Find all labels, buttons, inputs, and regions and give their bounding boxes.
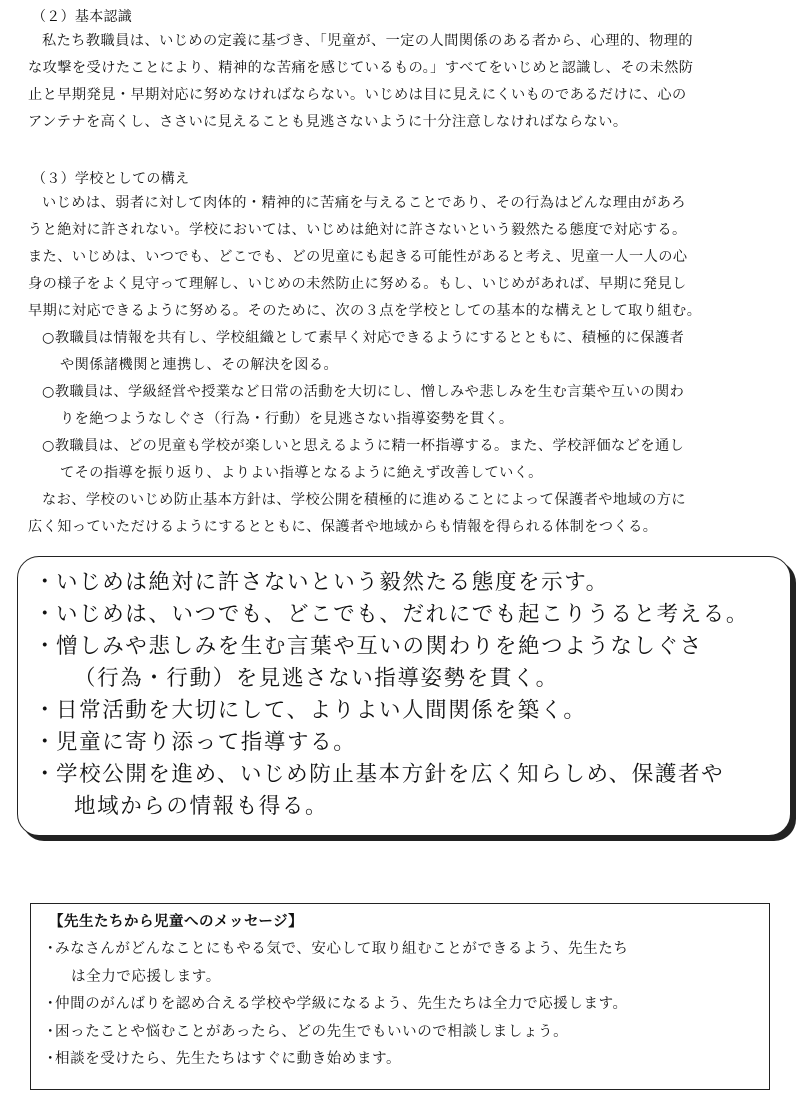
body-line: また、いじめは、いつでも、どこでも、どの児童にも起きる可能性があると考え、児童一人一人の心 (28, 249, 688, 265)
message-text: 困ったことや悩むことがあったら、どの先生でもいいので相談しましょう。 (55, 1023, 569, 1040)
message-box (30, 903, 770, 1090)
section-3-heading: （３）学校としての構え (32, 171, 190, 187)
summary-item (34, 759, 790, 823)
section-3-body (28, 190, 764, 541)
summary-item (34, 567, 790, 599)
bullet-mark: ・ (43, 1023, 59, 1040)
message-item (43, 1046, 769, 1074)
summary-item (34, 599, 790, 631)
body-line: 早期に対応できるように努める。そのために、次の３点を学校としての基本的な構えとして取り組む。 (28, 303, 702, 319)
message-item (43, 936, 769, 991)
body-line: 身の様子をよく見守って理解し、いじめの未然防止に努める。もし、いじめがあれば、早期に発見し (28, 276, 687, 292)
body-line: うと絶対に許されない。学校においては、いじめは絶対に許さないという毅然たる態度で対応する。 (28, 222, 687, 238)
stance-item-1-cont: や関係諸機関と連携し、その解決を図る。 (60, 357, 339, 373)
body-line: 止と早期発見・早期対応に努めなければならない。いじめは目に見えにくいものであるだけに、心の (28, 87, 687, 103)
bullet-mark: ・ (34, 698, 58, 723)
message-item (43, 1019, 769, 1047)
message-title: 【先生たちから児童へのメッセージ】 (49, 914, 304, 930)
summary-text-cont: （行為・行動）を見逃さない指導姿勢を貫く。 (74, 666, 559, 691)
bullet-mark: ・ (34, 634, 58, 659)
body-line: なお、学校のいじめ防止基本方針は、学校公開を積極的に進めることによって保護者や地域の方に (42, 492, 687, 508)
summary-list (34, 567, 790, 823)
summary-text: 児童に寄り添って指導する。 (56, 730, 357, 755)
summary-text: 学校公開を進め、いじめ防止基本方針を広く知らしめ、保護者や (56, 762, 725, 787)
message-text: みなさんがどんなことにもやる気で、安心して取り組むことができるよう、先生たち (55, 941, 629, 957)
section-2-heading: （２）基本認識 (32, 9, 133, 25)
stance-item-1: ○教職員は情報を共有し、学校組織として素早く対応できるようにするとともに、積極的に保護者 (42, 330, 685, 346)
bullet-mark: ・ (34, 570, 58, 595)
summary-item (34, 631, 790, 695)
stance-item-2: ○教職員は、学級経営や授業など日常の活動を大切にし、憎しみや悲しみを生む言葉や互いの関わ (42, 384, 685, 400)
bullet-mark: ・ (34, 762, 58, 787)
message-list (43, 936, 769, 1074)
stance-item-3: ○教職員は、どの児童も学校が楽しいと思えるように精一杯指導する。また、学校評価などを通し (42, 438, 685, 454)
message-text: 相談を受けたら、先生たちはすぐに動き始めます。 (55, 1051, 402, 1067)
summary-box (17, 556, 791, 836)
summary-text-cont: 地域からの情報も得る。 (74, 794, 329, 819)
summary-text: いじめは、いつでも、どこでも、だれにでも起こりうると考える。 (56, 602, 750, 627)
bullet-mark: ・ (34, 730, 58, 755)
section-2-body (28, 28, 764, 136)
stance-item-2-cont: りを絶つようなしぐさ（行為・行動）を見逃さない指導姿勢を貫く。 (60, 411, 514, 427)
body-line: 私たち教職員は、いじめの定義に基づき、「児童が、一定の人間関係のある者から、心理的、物理的 (42, 33, 694, 49)
summary-item (34, 727, 790, 759)
summary-text: いじめは絶対に許さないという毅然たる態度を示す。 (56, 570, 609, 595)
bullet-mark: ・ (34, 602, 58, 627)
bullet-mark: ・ (43, 941, 59, 957)
bullet-mark: ・ (43, 1051, 59, 1067)
summary-text: 日常活動を大切にして、よりよい人間関係を築く。 (56, 698, 587, 723)
body-line: いじめは、弱者に対して肉体的・精神的に苦痛を与えることであり、その行為はどんな理由があろ (42, 195, 687, 211)
body-line: アンテナを高くし、ささいに見えることも見逃さないように十分注意しなければならない。 (28, 114, 628, 130)
message-text-cont: は全力で応援します。 (71, 968, 221, 985)
message-text: 仲間のがんばりを認め合える学校や学級になるよう、先生たちは全力で応援します。 (55, 996, 628, 1012)
summary-text: 憎しみや悲しみを生む言葉や互いの関わりを絶つようなしぐさ (56, 634, 703, 659)
body-line: 広く知っていただけるようにするとともに、保護者や地域からも情報を得られる体制をつくる。 (28, 519, 658, 535)
body-line: な攻撃を受けたことにより、精神的な苦痛を感じているもの。」すべてをいじめと認識し、その未然防 (28, 60, 694, 76)
message-item (43, 991, 769, 1019)
bullet-mark: ・ (43, 996, 59, 1012)
stance-item-3-cont: てその指導を振り返り、よりよい指導となるように絶えず改善していく。 (60, 465, 543, 481)
summary-item (34, 695, 790, 727)
